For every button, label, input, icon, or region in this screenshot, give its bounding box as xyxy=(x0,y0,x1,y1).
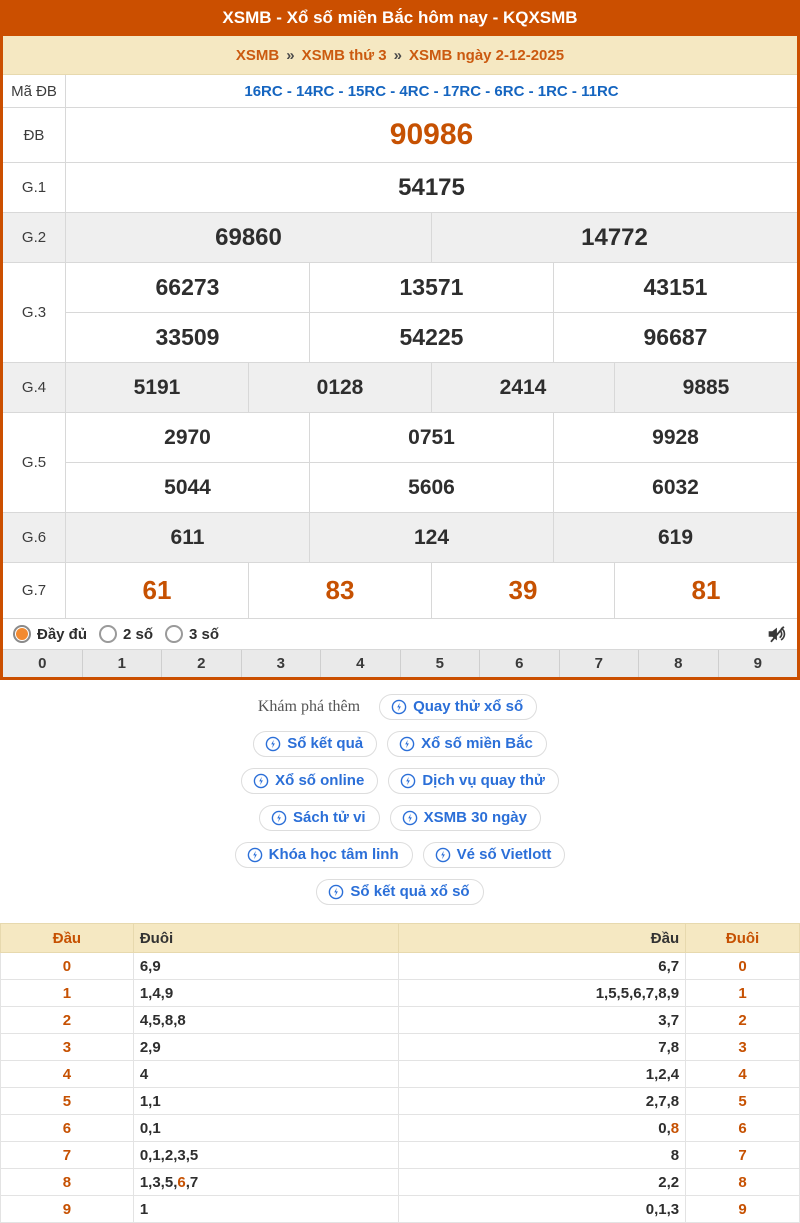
dau-left-cell: 4 xyxy=(1,1061,134,1088)
dau-duoi-row xyxy=(1,1196,800,1223)
digit-filter-4[interactable]: 4 xyxy=(320,650,400,677)
dau-right-cell: 3,7 xyxy=(399,1007,686,1034)
lightning-circle-icon xyxy=(265,736,281,752)
lightning-circle-icon xyxy=(435,847,451,863)
duoi-left-cell: 1,3,5,6,7 xyxy=(133,1169,399,1196)
prize-table xyxy=(3,108,797,619)
dau-duoi-row xyxy=(1,1034,800,1061)
explore-button-label: Sổ kết quả xyxy=(287,735,364,752)
prize-row-g5 xyxy=(3,413,797,513)
prize-number: 5044 xyxy=(164,475,211,499)
explore-button[interactable] xyxy=(423,842,566,868)
prize-number: 619 xyxy=(553,513,797,562)
digit-filter-2[interactable]: 2 xyxy=(161,650,241,677)
dau-duoi-header: Đuôi xyxy=(686,924,800,953)
explore-button-label: Xổ số online xyxy=(275,772,365,789)
duoi-left-cell: 1,4,9 xyxy=(133,980,399,1007)
explore-button-label: XSMB 30 ngày xyxy=(423,809,527,826)
duoi-right-cell: 8 xyxy=(686,1169,800,1196)
prize-number: 9885 xyxy=(614,363,797,412)
prize-number: 69860 xyxy=(215,223,282,251)
dau-duoi-row xyxy=(1,1007,800,1034)
digit-filter-7[interactable]: 7 xyxy=(559,650,639,677)
radio-label: Đầy đủ xyxy=(37,625,88,643)
prize-number: 66273 xyxy=(155,274,220,300)
radio-label: 2 số xyxy=(123,625,154,643)
dau-duoi-table xyxy=(0,923,800,1223)
page-title: XSMB - Xổ số miền Bắc hôm nay - KQXSMB xyxy=(222,8,578,27)
duoi-left-cell: 1,1 xyxy=(133,1088,399,1115)
dau-right-cell: 8 xyxy=(399,1142,686,1169)
dau-right-cell: 2,7,8 xyxy=(399,1088,686,1115)
explore-button[interactable] xyxy=(387,731,547,757)
digit-filter-8[interactable]: 8 xyxy=(638,650,718,677)
special-code-row xyxy=(3,75,797,108)
prize-number: 39 xyxy=(431,563,614,618)
prize-number: 83 xyxy=(248,563,431,618)
duoi-left-cell: 2,9 xyxy=(133,1034,399,1061)
speaker-muted-icon[interactable] xyxy=(765,623,787,645)
radio-selected-icon xyxy=(13,625,31,643)
breadcrumb-link[interactable]: XSMB ngày 2-12-2025 xyxy=(409,46,565,64)
duoi-left-cell: 1 xyxy=(133,1196,399,1223)
dau-left-cell: 0 xyxy=(1,953,134,980)
dau-left-cell: 9 xyxy=(1,1196,134,1223)
view-mode-radio-3-số[interactable] xyxy=(165,625,219,643)
digit-filter-0[interactable]: 0 xyxy=(38,655,47,672)
lightning-circle-icon xyxy=(400,773,416,789)
explore-button-label: Dịch vụ quay thử xyxy=(422,772,545,789)
dau-duoi-header: Đầu xyxy=(1,924,134,953)
explore-button[interactable] xyxy=(316,879,483,905)
explore-button-label: Sổ kết quả xổ số xyxy=(350,883,470,900)
prize-number: 5606 xyxy=(309,463,553,512)
lightning-circle-icon xyxy=(391,699,407,715)
dau-duoi-row xyxy=(1,1169,800,1196)
dau-duoi-header: Đầu xyxy=(399,924,686,953)
explore-button-label: Vé số Vietlott xyxy=(456,846,552,863)
explore-button[interactable] xyxy=(241,768,378,794)
radio-unselected-icon xyxy=(99,625,117,643)
explore-button[interactable] xyxy=(379,694,537,720)
explore-button[interactable] xyxy=(235,842,413,868)
prize-label: G.6 xyxy=(3,513,66,562)
radio-label: 3 số xyxy=(189,625,220,643)
prize-number: 14772 xyxy=(431,213,797,262)
dau-right-cell: 1,2,4 xyxy=(399,1061,686,1088)
radio-unselected-icon xyxy=(165,625,183,643)
prize-row-g1 xyxy=(3,163,797,213)
explore-button[interactable] xyxy=(253,731,377,757)
lightning-circle-icon xyxy=(271,810,287,826)
breadcrumb-link[interactable]: XSMB xyxy=(235,46,280,64)
prize-number: 61 xyxy=(142,575,172,605)
explore-button-label: Sách tử vi xyxy=(293,809,366,826)
view-mode-radios xyxy=(13,625,231,643)
digit-filter-bar xyxy=(3,650,797,677)
duoi-right-cell: 9 xyxy=(686,1196,800,1223)
dau-duoi-header-row xyxy=(1,924,800,953)
duoi-right-cell: 7 xyxy=(686,1142,800,1169)
prize-label: G.3 xyxy=(3,263,66,362)
prize-label: G.4 xyxy=(3,363,66,412)
dau-right-cell: 0,1,3 xyxy=(399,1196,686,1223)
prize-number: 54225 xyxy=(309,313,553,362)
dau-left-cell: 1 xyxy=(1,980,134,1007)
explore-button-label: Khóa học tâm linh xyxy=(268,846,399,863)
explore-label: Khám phá thêm xyxy=(257,698,361,715)
dau-left-cell: 7 xyxy=(1,1142,134,1169)
dau-right-cell: 0,8 xyxy=(399,1115,686,1142)
dau-duoi-row xyxy=(1,1115,800,1142)
prize-label: G.2 xyxy=(3,213,66,262)
duoi-right-cell: 2 xyxy=(686,1007,800,1034)
prize-row-g7 xyxy=(3,563,797,619)
prize-row-g3 xyxy=(3,263,797,363)
dau-duoi-row xyxy=(1,1061,800,1088)
dau-left-cell: 6 xyxy=(1,1115,134,1142)
duoi-left-cell: 4 xyxy=(133,1061,399,1088)
explore-button[interactable] xyxy=(259,805,380,831)
duoi-left-cell: 0,1,2,3,5 xyxy=(133,1142,399,1169)
breadcrumb xyxy=(3,36,797,75)
prize-number: 2414 xyxy=(431,363,614,412)
prize-number: 6032 xyxy=(553,463,797,512)
breadcrumb-separator: » xyxy=(393,46,402,64)
duoi-right-cell: 1 xyxy=(686,980,800,1007)
duoi-right-cell: 4 xyxy=(686,1061,800,1088)
lightning-circle-icon xyxy=(399,736,415,752)
duoi-right-cell: 6 xyxy=(686,1115,800,1142)
dau-right-cell: 2,2 xyxy=(399,1169,686,1196)
digit-filter-9[interactable]: 9 xyxy=(718,650,798,677)
page-header xyxy=(0,0,800,36)
dau-right-cell: 7,8 xyxy=(399,1034,686,1061)
special-code-label: Mã ĐB xyxy=(3,75,66,107)
breadcrumb-separator: » xyxy=(286,46,295,64)
explore-section xyxy=(0,680,800,921)
prize-label: ĐB xyxy=(3,108,66,162)
dau-left-cell: 2 xyxy=(1,1007,134,1034)
prize-number: 124 xyxy=(309,513,553,562)
view-options-bar xyxy=(3,619,797,650)
explore-button[interactable] xyxy=(388,768,559,794)
duoi-left-cell: 6,9 xyxy=(133,953,399,980)
digit-filter-6[interactable]: 6 xyxy=(479,650,559,677)
dau-left-cell: 8 xyxy=(1,1169,134,1196)
explore-button-label: Quay thử xổ số xyxy=(413,698,524,715)
digit-filter-5[interactable]: 5 xyxy=(400,650,480,677)
explore-button-label: Xổ số miền Bắc xyxy=(421,735,533,752)
prize-number: 54175 xyxy=(398,173,465,201)
duoi-left-cell: 0,1 xyxy=(133,1115,399,1142)
dau-left-cell: 3 xyxy=(1,1034,134,1061)
breadcrumb-link[interactable]: XSMB thứ 3 xyxy=(301,46,387,64)
dau-duoi-header: Đuôi xyxy=(133,924,399,953)
prize-label: G.5 xyxy=(3,413,66,512)
dau-duoi-row xyxy=(1,1088,800,1115)
prize-number: 0128 xyxy=(248,363,431,412)
prize-number: 33509 xyxy=(155,324,220,350)
view-mode-radio-2-số[interactable] xyxy=(99,625,153,643)
prize-number: 0751 xyxy=(309,413,553,462)
prize-number: 90986 xyxy=(389,118,474,151)
prize-number: 43151 xyxy=(553,263,797,312)
prize-row-g4 xyxy=(3,363,797,413)
prize-number: 5191 xyxy=(133,375,181,399)
view-mode-radio-đầy-đủ[interactable] xyxy=(13,625,87,643)
prize-number: 96687 xyxy=(553,313,797,362)
lightning-circle-icon xyxy=(247,847,263,863)
dau-duoi-row xyxy=(1,953,800,980)
lightning-circle-icon xyxy=(328,884,344,900)
prize-number: 13571 xyxy=(309,263,553,312)
lightning-circle-icon xyxy=(253,773,269,789)
special-code-value: 16RC - 14RC - 15RC - 4RC - 17RC - 6RC - 1RC - 11RC xyxy=(244,82,619,100)
duoi-right-cell: 5 xyxy=(686,1088,800,1115)
prize-number: 611 xyxy=(170,525,205,549)
duoi-left-cell: 4,5,8,8 xyxy=(133,1007,399,1034)
prize-label: G.7 xyxy=(3,563,66,618)
lightning-circle-icon xyxy=(402,810,418,826)
dau-duoi-row xyxy=(1,1142,800,1169)
dau-right-cell: 6,7 xyxy=(399,953,686,980)
prize-row-g2 xyxy=(3,213,797,263)
dau-left-cell: 5 xyxy=(1,1088,134,1115)
dau-duoi-row xyxy=(1,980,800,1007)
prize-row-đb xyxy=(3,108,797,163)
dau-right-cell: 1,5,5,6,7,8,9 xyxy=(399,980,686,1007)
prize-number: 81 xyxy=(614,563,797,618)
prize-number: 9928 xyxy=(553,413,797,462)
explore-button[interactable] xyxy=(390,805,541,831)
duoi-right-cell: 3 xyxy=(686,1034,800,1061)
prize-label: G.1 xyxy=(3,163,66,212)
digit-filter-1[interactable]: 1 xyxy=(82,650,162,677)
digit-filter-3[interactable]: 3 xyxy=(241,650,321,677)
duoi-right-cell: 0 xyxy=(686,953,800,980)
prize-number: 2970 xyxy=(164,425,211,449)
prize-row-g6 xyxy=(3,513,797,563)
